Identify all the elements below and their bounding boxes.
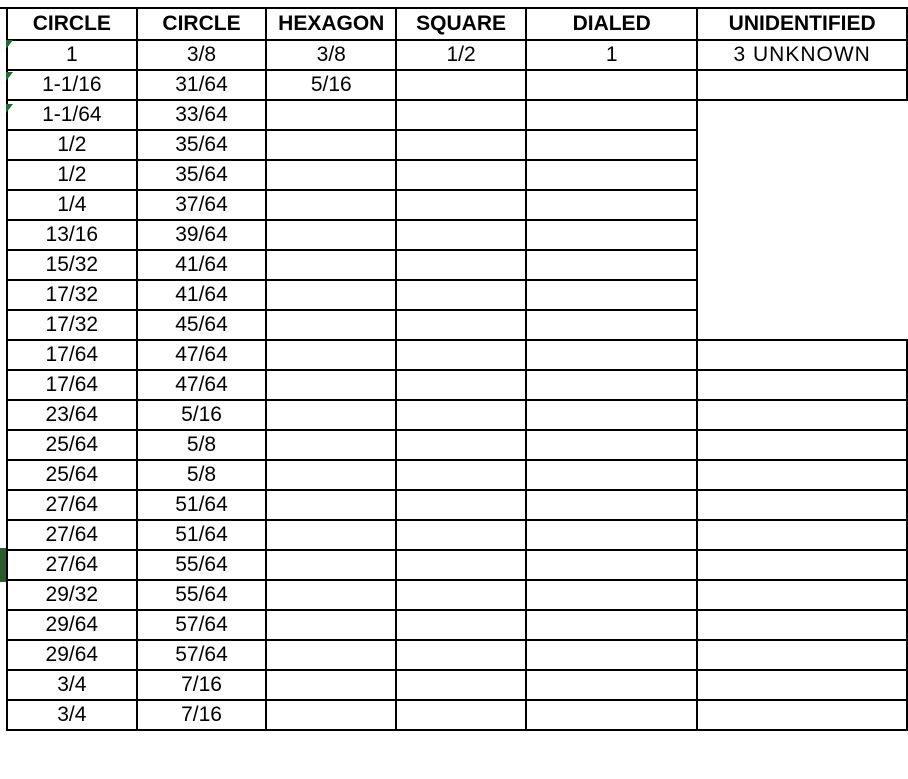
cell-square[interactable] <box>396 160 526 190</box>
cell-unidentified[interactable] <box>697 400 907 430</box>
cell-circle-2[interactable]: 55/64 <box>137 550 267 580</box>
header-cell-circle-1[interactable]: CIRCLE <box>7 8 137 40</box>
cell-circle-1[interactable]: 29/32 <box>7 580 137 610</box>
cell-hexagon[interactable]: 5/16 <box>266 70 396 100</box>
cell-unidentified[interactable] <box>697 490 907 520</box>
header-cell-circle-2[interactable]: CIRCLE <box>137 8 267 40</box>
table-row <box>7 160 907 190</box>
cell-circle-1[interactable]: 17/64 <box>7 340 137 370</box>
cell-circle-1[interactable]: 1-1/16 <box>7 70 137 100</box>
cell-unidentified[interactable] <box>697 370 907 400</box>
cell-circle-1[interactable]: 27/64 <box>7 490 137 520</box>
cell-hexagon[interactable] <box>266 670 396 700</box>
cell-circle-2[interactable]: 5/8 <box>137 460 267 490</box>
table-row <box>7 130 907 160</box>
cell-square[interactable] <box>396 280 526 310</box>
header-cell-square[interactable]: SQUARE <box>396 8 526 40</box>
cell-circle-1[interactable]: 29/64 <box>7 610 137 640</box>
table-row <box>7 550 907 580</box>
cell-hexagon[interactable] <box>266 430 396 460</box>
cell-unidentified[interactable]: 3 UNKNOWN <box>697 40 907 70</box>
cell-dialed[interactable] <box>526 160 697 190</box>
cell-circle-2[interactable]: 51/64 <box>137 490 267 520</box>
cell-unidentified[interactable] <box>697 550 907 580</box>
cell-unidentified[interactable] <box>697 610 907 640</box>
cell-circle-1[interactable]: 17/32 <box>7 310 137 340</box>
cell-dialed[interactable] <box>526 610 697 640</box>
cell-circle-1[interactable]: 1/2 <box>7 130 137 160</box>
cell-square[interactable] <box>396 400 526 430</box>
cell-unidentified[interactable] <box>697 70 907 100</box>
cell-circle-1[interactable]: 25/64 <box>7 460 137 490</box>
cell-circle-1[interactable]: 3/4 <box>7 670 137 700</box>
table-row <box>7 700 907 730</box>
table-row <box>7 220 907 250</box>
cell-hexagon[interactable]: 3/8 <box>266 40 396 70</box>
cell-hexagon[interactable] <box>266 580 396 610</box>
cell-square[interactable] <box>396 190 526 220</box>
cell-unidentified[interactable] <box>697 700 907 730</box>
cell-circle-2[interactable]: 7/16 <box>137 700 267 730</box>
table-row <box>7 430 907 460</box>
table-row <box>7 670 907 700</box>
cell-circle-1[interactable]: 17/64 <box>7 370 137 400</box>
cell-circle-2[interactable]: 45/64 <box>137 310 267 340</box>
cell-hexagon[interactable] <box>266 400 396 430</box>
cell-hexagon[interactable] <box>266 250 396 280</box>
cell-dialed[interactable] <box>526 190 697 220</box>
cell-comment-indicator <box>6 72 13 81</box>
cell-square[interactable] <box>396 220 526 250</box>
cell-square[interactable] <box>396 130 526 160</box>
measurement-table <box>6 7 908 731</box>
cell-dialed[interactable] <box>526 310 697 340</box>
header-row <box>7 8 907 40</box>
cell-circle-2[interactable]: 35/64 <box>137 130 267 160</box>
cell-circle-2[interactable]: 31/64 <box>137 70 267 100</box>
cell-hexagon[interactable] <box>266 130 396 160</box>
cell-dialed[interactable] <box>526 640 697 670</box>
table-row <box>7 100 907 130</box>
cell-unidentified[interactable] <box>697 430 907 460</box>
cell-circle-1[interactable]: 15/32 <box>7 250 137 280</box>
cell-hexagon[interactable] <box>266 190 396 220</box>
table-row <box>7 640 907 670</box>
cell-dialed[interactable] <box>526 250 697 280</box>
cell-circle-2[interactable]: 35/64 <box>137 160 267 190</box>
cell-unidentified[interactable] <box>697 460 907 490</box>
cell-dialed[interactable] <box>526 580 697 610</box>
cell-dialed[interactable] <box>526 490 697 520</box>
cell-hexagon[interactable] <box>266 490 396 520</box>
table-row <box>7 190 907 220</box>
cell-square[interactable]: 1/2 <box>396 40 526 70</box>
cell-unidentified[interactable] <box>697 670 907 700</box>
cell-circle-2[interactable]: 57/64 <box>137 610 267 640</box>
cell-square[interactable] <box>396 370 526 400</box>
cell-circle-2[interactable]: 37/64 <box>137 190 267 220</box>
cell-hexagon[interactable] <box>266 370 396 400</box>
table-row <box>7 340 907 370</box>
cell-comment-indicator <box>6 104 13 113</box>
cell-circle-2[interactable]: 57/64 <box>137 640 267 670</box>
cell-dialed[interactable] <box>526 370 697 400</box>
cell-dialed[interactable] <box>526 70 697 100</box>
cell-circle-2[interactable]: 41/64 <box>137 250 267 280</box>
cell-dialed[interactable] <box>526 130 697 160</box>
cell-circle-1[interactable]: 27/64 <box>7 550 137 580</box>
cell-hexagon[interactable] <box>266 220 396 250</box>
cell-square[interactable] <box>396 610 526 640</box>
cell-hexagon[interactable] <box>266 550 396 580</box>
cell-circle-1[interactable]: 27/64 <box>7 520 137 550</box>
cell-dialed[interactable] <box>526 340 697 370</box>
cell-circle-2[interactable]: 47/64 <box>137 340 267 370</box>
cell-unidentified[interactable] <box>697 640 907 670</box>
table-row <box>7 400 907 430</box>
cell-hexagon[interactable] <box>266 340 396 370</box>
cell-square[interactable] <box>396 70 526 100</box>
cell-hexagon[interactable] <box>266 280 396 310</box>
cell-hexagon[interactable] <box>266 100 396 130</box>
cell-circle-2[interactable]: 47/64 <box>137 370 267 400</box>
cell-circle-2[interactable]: 3/8 <box>137 40 267 70</box>
cell-dialed[interactable] <box>526 100 697 130</box>
cell-square[interactable] <box>396 520 526 550</box>
cell-hexagon[interactable] <box>266 700 396 730</box>
cell-circle-2[interactable]: 39/64 <box>137 220 267 250</box>
cell-hexagon[interactable] <box>266 610 396 640</box>
cell-circle-2[interactable]: 33/64 <box>137 100 267 130</box>
cell-circle-1[interactable]: 3/4 <box>7 700 137 730</box>
cell-square[interactable] <box>396 100 526 130</box>
cell-unidentified[interactable] <box>697 580 907 610</box>
table-row <box>7 520 907 550</box>
cell-circle-2[interactable]: 51/64 <box>137 520 267 550</box>
cell-circle-1[interactable]: 1/4 <box>7 190 137 220</box>
table-row <box>7 490 907 520</box>
cell-hexagon[interactable] <box>266 310 396 340</box>
table-row <box>7 370 907 400</box>
cell-square[interactable] <box>396 700 526 730</box>
cell-circle-1[interactable]: 1 <box>7 40 137 70</box>
cell-unidentified[interactable] <box>697 340 907 370</box>
cell-dialed[interactable] <box>526 550 697 580</box>
cell-circle-1[interactable]: 17/32 <box>7 280 137 310</box>
cell-square[interactable] <box>396 430 526 460</box>
cell-dialed[interactable] <box>526 700 697 730</box>
cell-square[interactable] <box>396 460 526 490</box>
cell-unidentified[interactable] <box>697 520 907 550</box>
table-row <box>7 580 907 610</box>
cell-circle-2[interactable]: 7/16 <box>137 670 267 700</box>
table-row <box>7 70 907 100</box>
cell-square[interactable] <box>396 250 526 280</box>
cell-dialed[interactable] <box>526 220 697 250</box>
cell-dialed[interactable]: 1 <box>526 40 697 70</box>
cell-square[interactable] <box>396 670 526 700</box>
cell-hexagon[interactable] <box>266 160 396 190</box>
cell-circle-1[interactable]: 23/64 <box>7 400 137 430</box>
cell-dialed[interactable] <box>526 280 697 310</box>
table-row <box>7 40 907 70</box>
header-cell-hexagon[interactable]: HEXAGON <box>266 8 396 40</box>
cell-comment-indicator <box>6 40 13 49</box>
cell-square[interactable] <box>396 340 526 370</box>
table-row <box>7 280 907 310</box>
cell-dialed[interactable] <box>526 520 697 550</box>
cell-circle-1[interactable]: 1/2 <box>7 160 137 190</box>
cell-dialed[interactable] <box>526 670 697 700</box>
cell-dialed[interactable] <box>526 400 697 430</box>
table-row <box>7 460 907 490</box>
cell-dialed[interactable] <box>526 460 697 490</box>
table-row <box>7 610 907 640</box>
cell-square[interactable] <box>396 310 526 340</box>
cell-hexagon[interactable] <box>266 520 396 550</box>
cell-square[interactable] <box>396 490 526 520</box>
cell-circle-1[interactable]: 13/16 <box>7 220 137 250</box>
cell-dialed[interactable] <box>526 430 697 460</box>
cell-circle-2[interactable]: 5/8 <box>137 430 267 460</box>
cell-square[interactable] <box>396 580 526 610</box>
cell-square[interactable] <box>396 640 526 670</box>
cell-hexagon[interactable] <box>266 460 396 490</box>
cell-circle-1[interactable]: 29/64 <box>7 640 137 670</box>
cell-hexagon[interactable] <box>266 640 396 670</box>
cell-circle-2[interactable]: 5/16 <box>137 400 267 430</box>
cell-circle-2[interactable]: 55/64 <box>137 580 267 610</box>
cell-square[interactable] <box>396 550 526 580</box>
table-row <box>7 310 907 340</box>
cell-circle-2[interactable]: 41/64 <box>137 280 267 310</box>
table-row <box>7 250 907 280</box>
header-cell-dialed[interactable]: DIALED <box>526 8 697 40</box>
cell-circle-1[interactable]: 25/64 <box>7 430 137 460</box>
header-cell-unidentified[interactable]: UNIDENTIFIED <box>697 8 907 40</box>
cell-circle-1[interactable]: 1-1/64 <box>7 100 137 130</box>
